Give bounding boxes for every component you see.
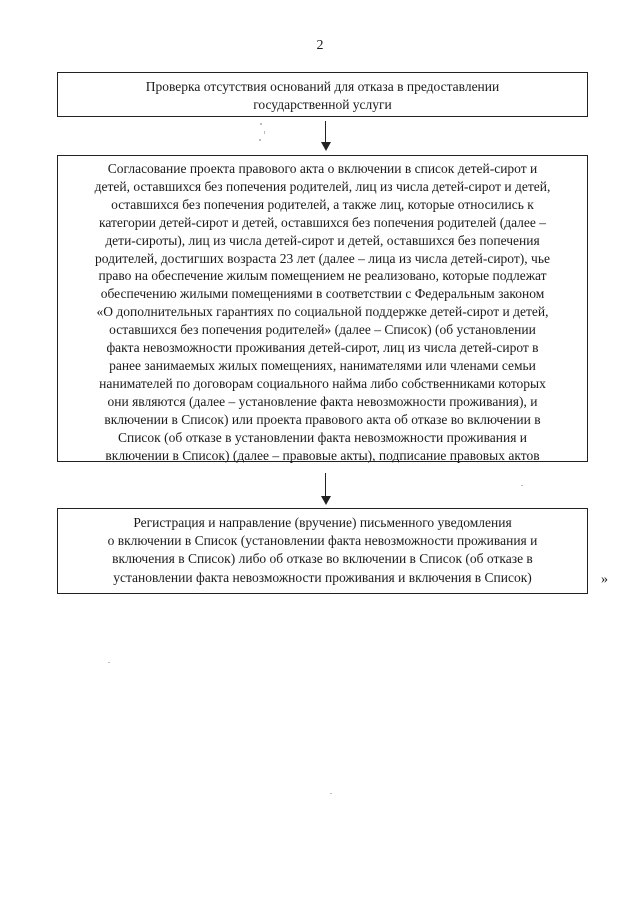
page-number: 2 (316, 38, 324, 53)
closing-quote: » (601, 572, 608, 587)
step-line: Регистрация и направление (вручение) письменного уведомления (133, 515, 512, 530)
step-line: ранее занимаемых жилых помещениях, нанимателями или членами семьи (109, 357, 536, 373)
step-line: включении в Список) (далее – правовые акты), подписание правовых актов (105, 447, 540, 463)
step-line: «О дополнительных гарантиях по социальной поддержке детей-сирот и детей, (96, 304, 549, 320)
step-line: право на обеспечение жилым помещением не реализовано, которые подлежат (98, 268, 547, 284)
step-line: факта невозможности проживания детей-сирот, лиц из числа детей-сирот в (106, 340, 539, 356)
step-check-grounds-box (57, 72, 588, 117)
step-line: категории детей-сирот и детей, оставшихся без попечения родителей (далее – (98, 214, 547, 230)
step-line: родителей, достигших возраста 23 лет (далее – лица из числа детей-сирот), чье (95, 250, 550, 266)
step-line: обеспечению жилыми помещениями в соответствии с Федеральным законом (100, 286, 545, 302)
down-arrow-icon (321, 473, 331, 505)
scan-speck (108, 662, 110, 663)
step-line: Согласование проекта правового акта о включении в список детей-сирот и (107, 161, 538, 176)
step-line: нанимателей по договорам социального найма либо собственниками которых (99, 375, 546, 391)
step-approval-box (57, 155, 588, 462)
scan-speck (264, 131, 265, 134)
scan-speck (521, 485, 523, 486)
step-line: о включении в Список (установлении факта невозможности проживания и (107, 533, 538, 549)
step-line: дети-сироты), лиц из числа детей-сирот и детей, оставшихся без попечения (105, 232, 540, 248)
step-notification-box (57, 508, 588, 594)
step-line: установлении факта невозможности проживания и включения в Список) (113, 569, 532, 585)
scan-speck (330, 793, 332, 794)
step-line: включении в Список) или проекта правового акта об отказе во включении в (104, 411, 541, 427)
step-line: детей, оставшихся без попечения родителей, лиц из числа детей-сирот и детей, (94, 178, 551, 194)
step-line: Список (об отказе в установлении факта невозможности проживания и (117, 429, 528, 445)
step-line: государственной услуги (253, 97, 392, 113)
step-line: оставшихся без попечения родителей» (далее – Список) (об установлении (109, 322, 536, 338)
step-line: они являются (далее – установление факта невозможности проживания), и (107, 393, 538, 409)
step-line: оставшихся без попечения родителей, а также лиц, которые относились к (111, 196, 534, 212)
down-arrow-icon (321, 121, 331, 151)
step-line: включения в Список) либо об отказе во включении в Список (об отказе в (112, 551, 533, 567)
step-line: Проверка отсутствия оснований для отказа в предоставлении (145, 79, 500, 94)
scan-speck (260, 123, 262, 125)
scan-speck (259, 139, 261, 141)
